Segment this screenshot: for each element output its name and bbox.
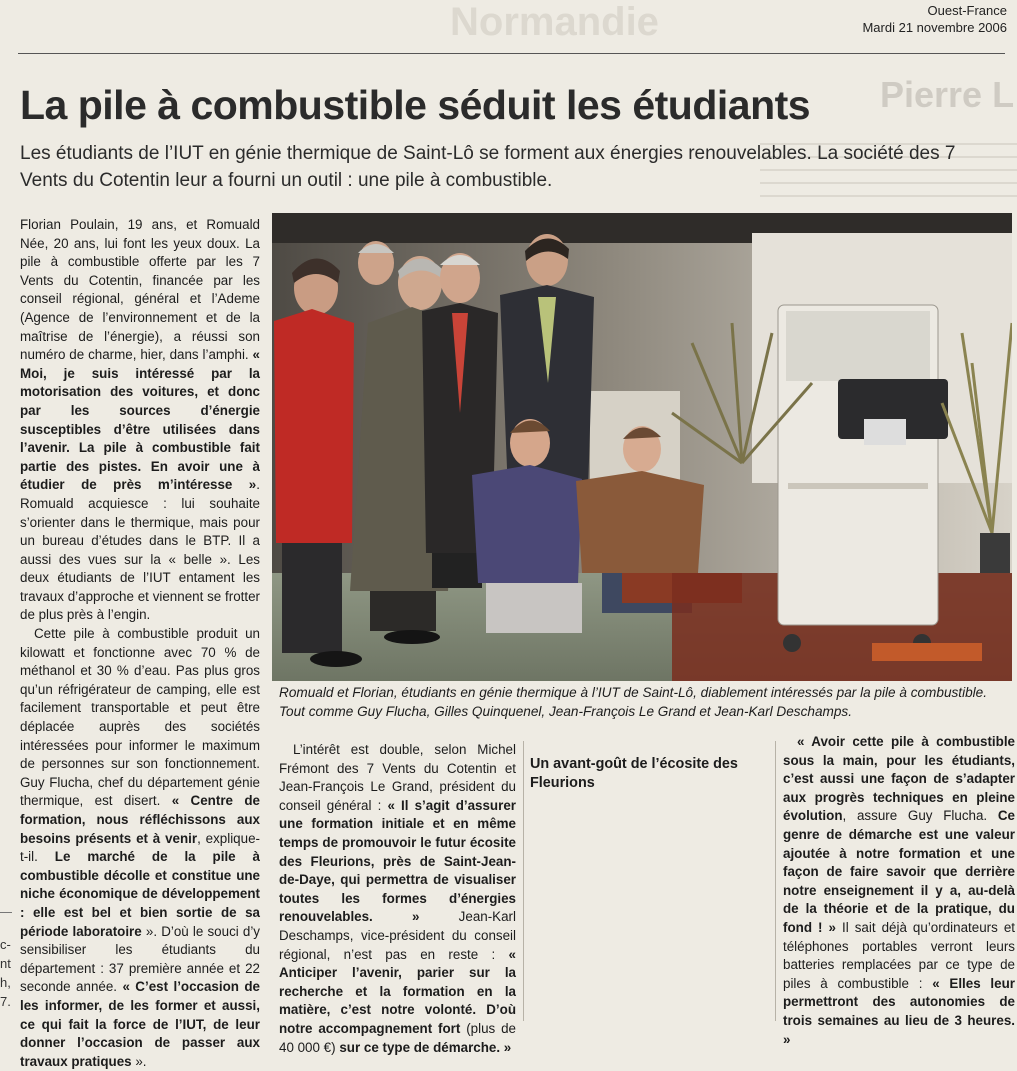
fuel-cell-device	[778, 305, 948, 652]
newspaper-name: Ouest-France	[927, 3, 1007, 18]
bleed-through-section-title: Normandie	[450, 0, 659, 44]
person-background	[358, 241, 394, 285]
article-column-3	[530, 741, 767, 801]
issue-date: Mardi 21 novembre 2006	[862, 20, 1007, 35]
paragraph-1: Florian Poulain, 19 ans, et Romuald Née, 20 ans, lui font les yeux doux. La pile à combustible offerte par les 7 Vents du Cotentin, financée par les conseil régional, général et l’Ademe (Agence de l’environnement et de la maîtrise de l’énergie), a réussi son numéro de charme, hier, dans l’amphi. « Moi, je suis intéressé par la motorisation des voitures, et donc par les sources d’énergie susceptibles d’être utilisées dans l’avenir. La pile à combustible fait partie des pistes. En avoir une à étudier de près m’intéresse ». Romuald acquiesce : lui souhaite s’orienter dans le thermique, mais pour un bureau d’études dans le BTP. Il a aussi des vues sur la « belle ». Les deux étudiants de l’IUT entament les travaux d’approche et viennent se frotter de plus près à l’engin.	[20, 217, 260, 623]
continued-quote: « C’est l’occasion de les informer, de les former et aussi, ce qui fait la force de l’IUT, de leur donner l’occasion de passer aux travaux pratiques	[20, 979, 261, 1069]
article-photo	[272, 213, 1012, 681]
article-column-1	[20, 216, 260, 1071]
bleed-through-headline: Pierre L	[880, 74, 1015, 115]
header-rule	[18, 53, 1005, 54]
paragraph-2: Cette pile à combustible produit un kilowatt et fonctionne avec 70 % de méthanol et 30 % d’eau. Pas plus gros qu’un réfrigérateur de camping, elle est facilement transportable et peut être déplacée auprès des sociétés intéressées pour informer le maximum de personnes sur son fonctionnement. Guy Flucha, chef du département génie thermique, est disert. « Centre de formation, nous réfléchissons aux besoins présents et à venir, explique-t-il. Le marché de la pile à combustible décolle et constitue une niche économique de développement : elle est bel et bien sortie de sa période laboratoire ». D’où le souci d’y sensibiliser les étudiants du département : 37 première année et 22 seconde année. « C’est l’occasion de les informer, de les former et aussi, ce qui fait la force de l’IUT, de leur donner l’occasion de passer aux travaux pratiques ».	[20, 626, 261, 1069]
article-lead: Les étudiants de l’IUT en génie thermique de Saint-Lô se forment aux énergies renouvelables. La société des 7 Vents du Cotentin leur a fourni un outil : une pile à combustible.	[20, 143, 956, 191]
article-subhead: Un avant-goût de l’écosite des Fleurions	[530, 756, 738, 791]
left-margin-fragments: c- nt h, 7.	[0, 937, 11, 1009]
column-rule	[523, 741, 524, 1021]
paragraph-4: « Avoir cette pile à combustible sous la main, pour les étudiants, c’est aussi une façon de s’adapter aux progrès techniques en pleine évolution, assure Guy Flucha. Ce genre de démarche est une valeur ajoutée à notre formation et une façon de faire savoir que derrière notre enseignement il y a, au-delà de la théorie et de la pratique, du fond ! » Il sait déjà qu’ordinateurs et téléphones portables verront leurs batteries remplacées par ce type de piles à combustible : « Elles leur permettront des autonomies de trois semaines au lieu de 3 heures. »	[783, 734, 1015, 1047]
column-rule	[775, 741, 776, 1021]
margin-rule	[0, 912, 12, 913]
photo-caption: Romuald et Florian, étudiants en génie thermique à l’IUT de Saint-Lô, diablement intéressés par la pile à combustible. Tout comme Guy Flucha, Gilles Quinquenel, Jean-François Le Grand et Jean-Karl Deschamps.	[279, 685, 988, 719]
article-column-4	[783, 733, 1015, 1049]
masthead	[862, 2, 1007, 36]
photo-illustration	[272, 213, 1012, 681]
paragraph-3: L’intérêt est double, selon Michel Frémont des 7 Vents du Cotentin et Jean-François Le Grand, président du conseil général : « Il s’agit d’assurer une formation initiale et en même temps de promouvoir le futur écosite des Fleurions, près de Saint-Jean-de-Daye, qui permettra de visualiser toutes les formes d’énergies renouvelables. » Jean-Karl Deschamps, vice-président du conseil régional, n’est pas en reste : « Anticiper l’avenir, parier sur la recherche et la formation en la matière, c’est notre volonté. D’où notre accompagnement fort (plus de 40 000 €) sur ce type de démarche. »	[279, 742, 516, 1055]
article-headline: La pile à combustible séduit les étudiants	[20, 82, 811, 128]
article-column-2	[279, 741, 516, 1057]
